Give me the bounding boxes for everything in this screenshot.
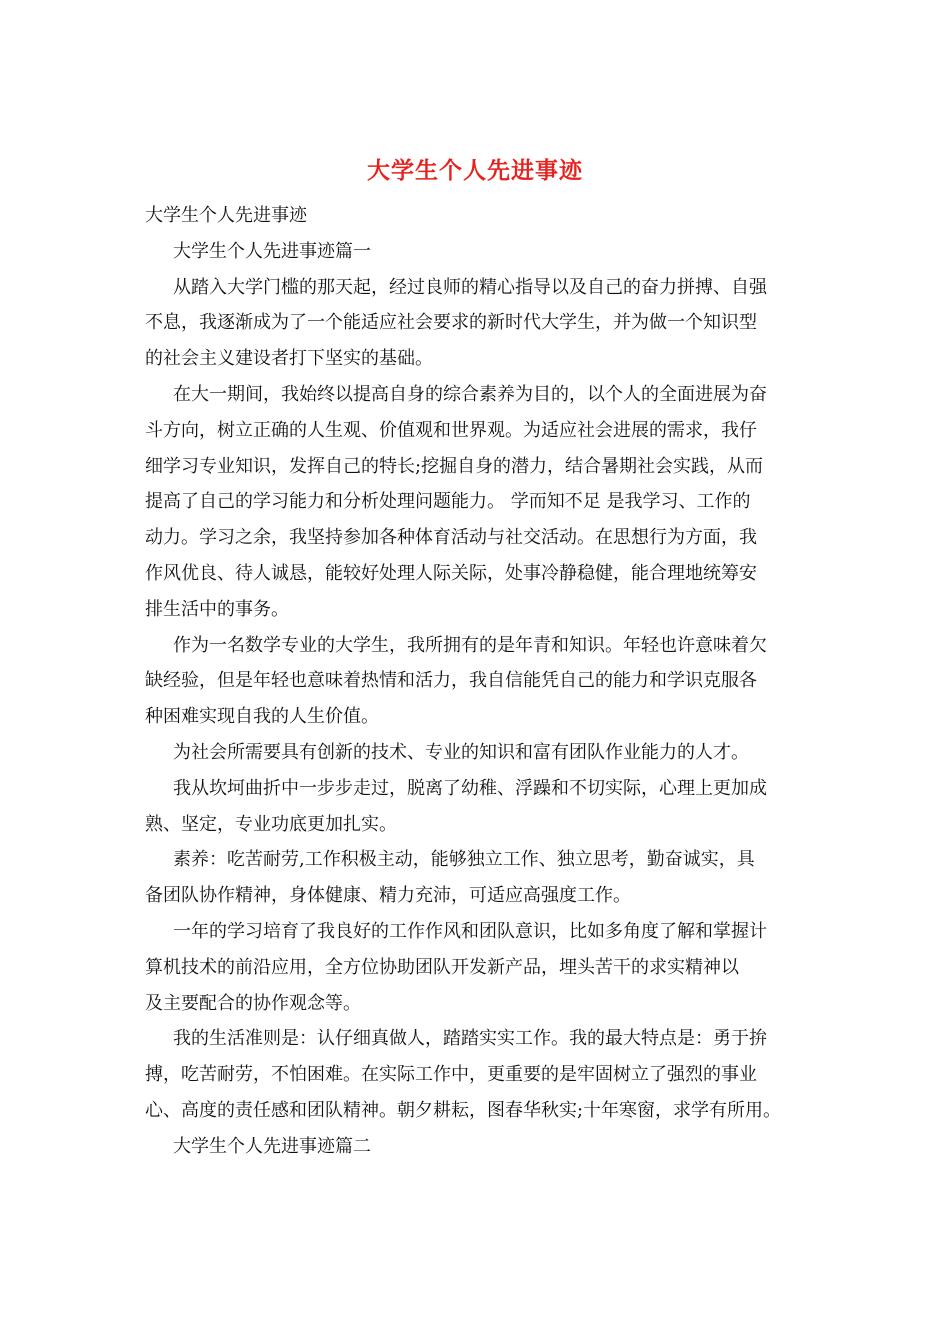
text-line: 我从坎坷曲折中一步步走过，脱离了幼稚、浮躁和不切实际，心理上更加成 xyxy=(173,777,767,799)
text-line: 算机技术的前沿应用，全方位协助团队开发新产品，埋头苦干的求实精神以 xyxy=(145,956,739,978)
text-line: 排生活中的事务。 xyxy=(145,598,289,620)
text-line: 大学生个人先进事迹篇二 xyxy=(173,1135,371,1157)
text-line: 作为一名数学专业的大学生，我所拥有的是年青和知识。年轻也许意味着欠 xyxy=(173,634,767,656)
text-line: 斗方向，树立正确的人生观、价值观和世界观。为适应社会进展的需求，我仔 xyxy=(145,419,757,441)
text-line: 缺经验，但是年轻也意味着热情和活力，我自信能凭自己的能力和学识克服各 xyxy=(145,670,757,692)
text-line: 提高了自己的学习能力和分析处理问题能力。 学而知不足 是我学习、工作的 xyxy=(145,491,751,513)
text-line: 不息，我逐渐成为了一个能适应社会要求的新时代大学生，并为做一个知识型 xyxy=(145,312,757,334)
text-line: 及主要配合的协作观念等。 xyxy=(145,992,361,1014)
text-line: 搏，吃苦耐劳，不怕困难。在实际工作中，更重要的是牢固树立了强烈的事业 xyxy=(145,1064,757,1086)
text-line: 心、高度的责任感和团队精神。朝夕耕耘，图春华秋实;十年寒窗，求学有所用。 xyxy=(145,1099,782,1121)
text-line: 备团队协作精神，身体健康、精力充沛，可适应高强度工作。 xyxy=(145,885,631,907)
text-line: 我的生活准则是：认仔细真做人，踏踏实实工作。我的最大特点是：勇于拚 xyxy=(173,1028,767,1050)
text-line: 作风优良、待人诚恳，能较好处理人际关际，处事冷静稳健，能合理地统筹安 xyxy=(145,562,757,584)
text-line: 种困难实现自我的人生价值。 xyxy=(145,706,379,728)
text-line: 大学生个人先进事迹篇一 xyxy=(173,240,371,262)
text-line: 动力。学习之余，我坚持参加各种体育活动与社交活动。在思想行为方面，我 xyxy=(145,527,757,549)
text-line: 大学生个人先进事迹 xyxy=(145,205,307,226)
text-line: 素养：吃苦耐劳,工作积极主动，能够独立工作、独立思考，勤奋诚实，具 xyxy=(173,849,755,871)
text-line: 熟、坚定，专业功底更加扎实。 xyxy=(145,813,397,835)
text-line: 为社会所需要具有创新的技术、专业的知识和富有团队作业能力的人才。 xyxy=(173,741,749,763)
text-line: 一年的学习培育了我良好的工作作风和团队意识，比如多角度了解和掌握计 xyxy=(173,920,767,942)
text-line: 细学习专业知识，发挥自己的特长;挖掘自身的潜力，结合暑期社会实践，从而 xyxy=(145,455,764,477)
document-body xyxy=(145,198,825,1165)
document-title: 大学生个人先进事迹 xyxy=(367,157,583,184)
text-line: 在大一期间，我始终以提高自身的综合素养为目的，以个人的全面进展为奋 xyxy=(173,383,767,405)
text-line: 的社会主义建设者打下坚实的基础。 xyxy=(145,348,433,370)
text-line: 从踏入大学门槛的那天起，经过良师的精心指导以及自己的奋力拼搏、自强 xyxy=(173,276,767,298)
